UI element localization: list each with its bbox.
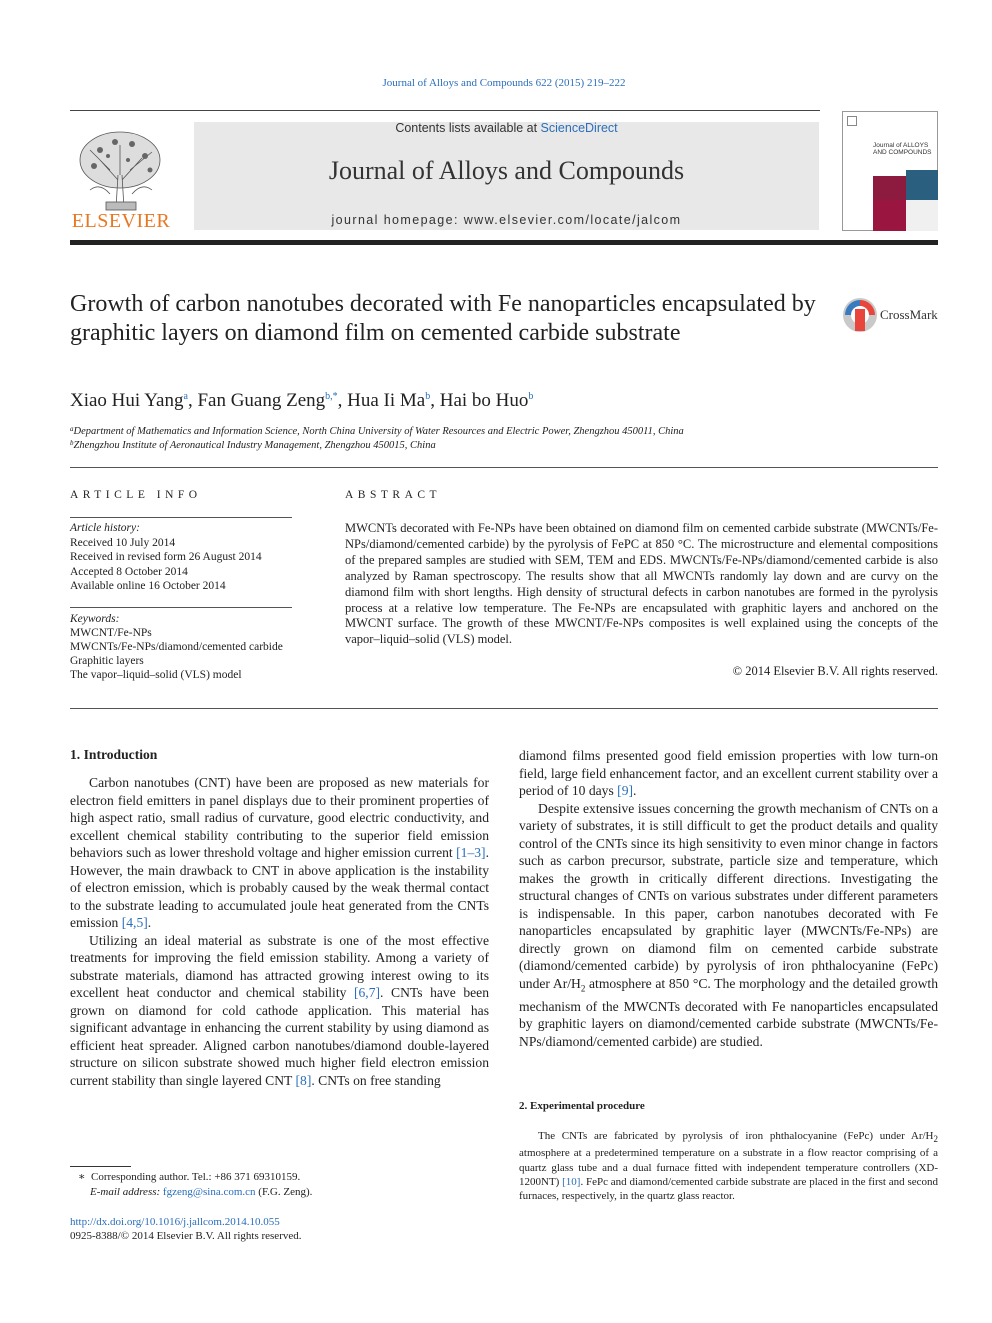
journal-name: Journal of Alloys and Compounds: [328, 156, 685, 185]
keywords-label: Keywords:: [70, 613, 120, 625]
contents-prefix: Contents lists available at: [395, 121, 541, 135]
cover-block-red: [873, 176, 906, 200]
subscript: 2: [933, 1134, 938, 1145]
keywords: [70, 612, 292, 682]
author-affiliation-mark[interactable]: b,*: [325, 391, 338, 402]
citation-link[interactable]: [9]: [617, 783, 634, 798]
cover-title: Journal of ALLOYS AND COMPOUNDS: [873, 142, 932, 156]
author-list: Xiao Hui Yang$^a$, Fan Guang Zeng$^{b,*}$, Hua Ii Ma$^b$, Hai bo Huo$^b$: [70, 390, 534, 411]
title-separator-rule: [70, 467, 938, 468]
history-label: Article history:: [70, 522, 140, 534]
journal-cover-thumbnail[interactable]: [842, 111, 938, 231]
crossmark-label[interactable]: CrossMark: [880, 307, 938, 322]
email-suffix: (F.G. Zeng).: [255, 1186, 313, 1198]
body-paragraph: [519, 1129, 938, 1204]
doi-link[interactable]: http://dx.doi.org/10.1016/j.jallcom.2014.10.055: [70, 1216, 280, 1228]
author-affiliation-mark[interactable]: b: [528, 391, 534, 402]
cover-elsevier-mark: [847, 116, 857, 126]
author-name[interactable]: Hua Ii Ma: [347, 390, 426, 411]
article-history: [70, 521, 262, 594]
keyword-item: The vapor–liquid–solid (VLS) model: [70, 669, 242, 681]
body-paragraph: [70, 774, 489, 932]
affiliation-text: Zhengzhou Institute of Aeronautical Industry Management, Zhengzhou 450015, China: [73, 440, 436, 451]
affiliation-mark: a: [70, 425, 74, 433]
text-run: . CNTs on free standing: [311, 1072, 441, 1088]
citation-link[interactable]: [10]: [562, 1176, 581, 1189]
header-thick-rule: [70, 240, 938, 245]
abstract-heading: ABSTRACT: [345, 489, 442, 501]
crossmark-icon[interactable]: [842, 297, 878, 333]
elsevier-wordmark: ELSEVIER: [71, 210, 171, 232]
affiliation-mark: b: [70, 439, 74, 447]
history-item: Received 10 July 2014: [70, 536, 176, 549]
author-affiliation-mark[interactable]: b: [425, 391, 431, 402]
text-run: The CNTs are fabricated by pyrolysis of iron phthalocyanine (FePc) under Ar/H: [538, 1130, 934, 1142]
author-affiliation-mark[interactable]: a: [183, 391, 188, 402]
text-run: . However, the main drawback to CNT in above application is the instability of electron emission, which is probably caused by the weak thermal contact to the substrate leading to accumulated joule heat generated from the CNTs emission: [70, 845, 489, 930]
article-title: Growth of carbon nanotubes decorated with Fe nanoparticles encapsulated by graphitic layers on diamond film on cemented carbide substrate: [70, 291, 816, 346]
corresponding-author-note: ∗ Corresponding author. Tel.: +86 371 69310159.: [78, 1171, 301, 1183]
keyword-item: Graphitic layers: [70, 655, 144, 667]
text-run: Carbon nanotubes (CNT) have been are proposed as new materials for electron field emitters in panel displays due to their prominent properties of high aspect ratio, small radius of curvature, good electric conductivity, and excellent chemical stability contributing to the superior field emission behaviors such as lower threshold voltage and higher emission current: [70, 775, 489, 860]
history-item: Available online 16 October 2014: [70, 580, 226, 592]
abstract-bottom-rule: [70, 708, 938, 709]
text-run: . CNTs have been grown on diamond for cold cathode application. This material has significant advantage in enhancing the current stability by using diamond as efficient heat spreader. Aligned carbon nanotubes/diamond double-layered structure on silicon substrate showed much higher field electron emission current stability than single layered CNT: [70, 985, 489, 1088]
text-run: Despite extensive issues concerning the growth mechanism of CNTs on a variety of substrates, it is still difficult to get the product details and quality control of the CNTs since its high sensitivity to even minor change in factors such as carbon precursor, substrate, particle size and temperature, which makes the growth in critically different directions. Investigating the structural changes of CNTs on various substrates under different parameters is indispensable. In this paper, carbon nanotubes decorated with Fe nanoparticles encapsulated by graphitic layer (MWCNTs/Fe-NPs) are directly grown on diamond film on cemented carbide substrate (diamond/cemented carbide) by pyrolysis of iron phthalocyanine (FePc) under Ar/H: [519, 800, 938, 991]
info-rule: [70, 607, 292, 608]
issn-copyright: 0925-8388/© 2014 Elsevier B.V. All rights reserved.: [70, 1230, 302, 1242]
text-run: atmosphere at a predetermined temperature on a substrate in a flow reactor comprising of a quartz glass tube and a dual furnace fitted with independent temperature controllers (XD-1200NT): [519, 1147, 938, 1189]
abstract-copyright: © 2014 Elsevier B.V. All rights reserved.: [732, 664, 938, 678]
section-heading-experimental: 2. Experimental procedure: [519, 1100, 645, 1112]
email-note: [90, 1186, 312, 1198]
citation-link[interactable]: [1–3]: [456, 845, 486, 860]
cover-block-red-lower: [873, 200, 906, 231]
right-column: [519, 747, 938, 1050]
header-top-rule: [70, 110, 820, 111]
author-name[interactable]: Hai bo Huo: [439, 390, 529, 411]
text-run: .: [633, 783, 637, 798]
text-run: atmosphere at 850 °C. The morphology and the detailed growth mechanism of the MWCNTs decorated with Fe nanoparticles encapsulated by graphitic layers on diamond/cemented carbide substrate (MWCNTs/Fe-NPs/diamond/cemented carbide) are studied.: [519, 975, 938, 1049]
body-paragraph: [70, 932, 489, 1090]
body-paragraph: [519, 800, 938, 1051]
sciencedirect-link[interactable]: ScienceDirect: [540, 121, 618, 135]
text-run: . FePc and diamond/cemented carbide substrate are placed in the first and second furnaces, respectively, in the quartz glass reactor.: [519, 1176, 938, 1203]
footnote-rule: [70, 1166, 131, 1167]
affiliation-b: [70, 439, 436, 451]
affiliation-text: Department of Mathematics and Information Science, North China University of Water Resources and Electric Power, Zhengzhou 450011, China: [73, 426, 684, 437]
journal-citation-link[interactable]: Journal of Alloys and Compounds 622 (2015) 219–222: [382, 77, 626, 89]
email-label: E-mail address:: [90, 1186, 163, 1198]
contents-line: [194, 121, 819, 135]
citation-link[interactable]: [4,5]: [121, 915, 148, 930]
keyword-item: MWCNT/Fe-NPs: [70, 627, 152, 639]
text-run: .: [147, 915, 152, 930]
left-column: [70, 774, 489, 1089]
experimental-text: [519, 1129, 938, 1204]
cover-block-light: [906, 200, 938, 231]
section-heading-introduction: 1. Introduction: [70, 747, 158, 762]
corresponding-text: Corresponding author. Tel.: +86 371 69310159.: [90, 1171, 301, 1183]
info-rule: [70, 517, 292, 518]
author-name[interactable]: Fan Guang Zeng: [197, 390, 326, 411]
journal-homepage[interactable]: journal homepage: www.elsevier.com/locate/jalcom: [331, 213, 682, 227]
text-run: Utilizing an ideal material as substrate is one of the most effective treatments for improving the field emission stability. Among a variety of substrate materials, diamond has attracted growing interest owing to its excellent heat conductor and chemical stability: [70, 932, 489, 1000]
history-item: Received in revised form 26 August 2014: [70, 551, 262, 563]
citation-link[interactable]: [8]: [295, 1072, 312, 1088]
abstract-body: MWCNTs decorated with Fe-NPs have been obtained on diamond film on cemented carbide substrate (MWCNTs/Fe-NPs/diamond/cemented carbide) by the pyrolysis of FePC at 850 °C. The microstructure and elemental compositions of the prepared samples are studied with SEM, TEM and EDS. MWCNTs/Fe-NPs/diamond/cemented carbide is also analyzed by Raman spectroscopy. The results show that all MWCNTs randomly lay down and are curvy on the diamond film with short lengths. High density of structural defects in carbon nanotubes are formed in the pyrolysis process at a relative low temperature. The Fe-NPs are encapsulated with graphitic layers and anchored on the MWCNT surface. The growth of these MWCNT/Fe-NPs composites is well explained using the concepts of the vapor–liquid–solid (VLS) model.: [345, 521, 938, 647]
keyword-item: MWCNTs/Fe-NPs/diamond/cemented carbide: [70, 641, 283, 653]
email-link[interactable]: fgzeng@sina.com.cn: [162, 1186, 256, 1198]
body-paragraph: [519, 747, 938, 800]
affiliation-a: [70, 425, 684, 437]
author-name[interactable]: Xiao Hui Yang: [70, 390, 184, 411]
text-run: diamond films presented good field emission properties with low turn-on field, large field enhancement factor, and an excellent current stability over a period of 10 days: [519, 748, 938, 798]
subscript: 2: [580, 983, 586, 994]
article-info-heading: ARTICLE INFO: [70, 489, 202, 501]
citation-link[interactable]: [6,7]: [353, 985, 381, 1000]
cover-block-blue: [906, 170, 938, 200]
history-item: Accepted 8 October 2014: [70, 565, 188, 578]
